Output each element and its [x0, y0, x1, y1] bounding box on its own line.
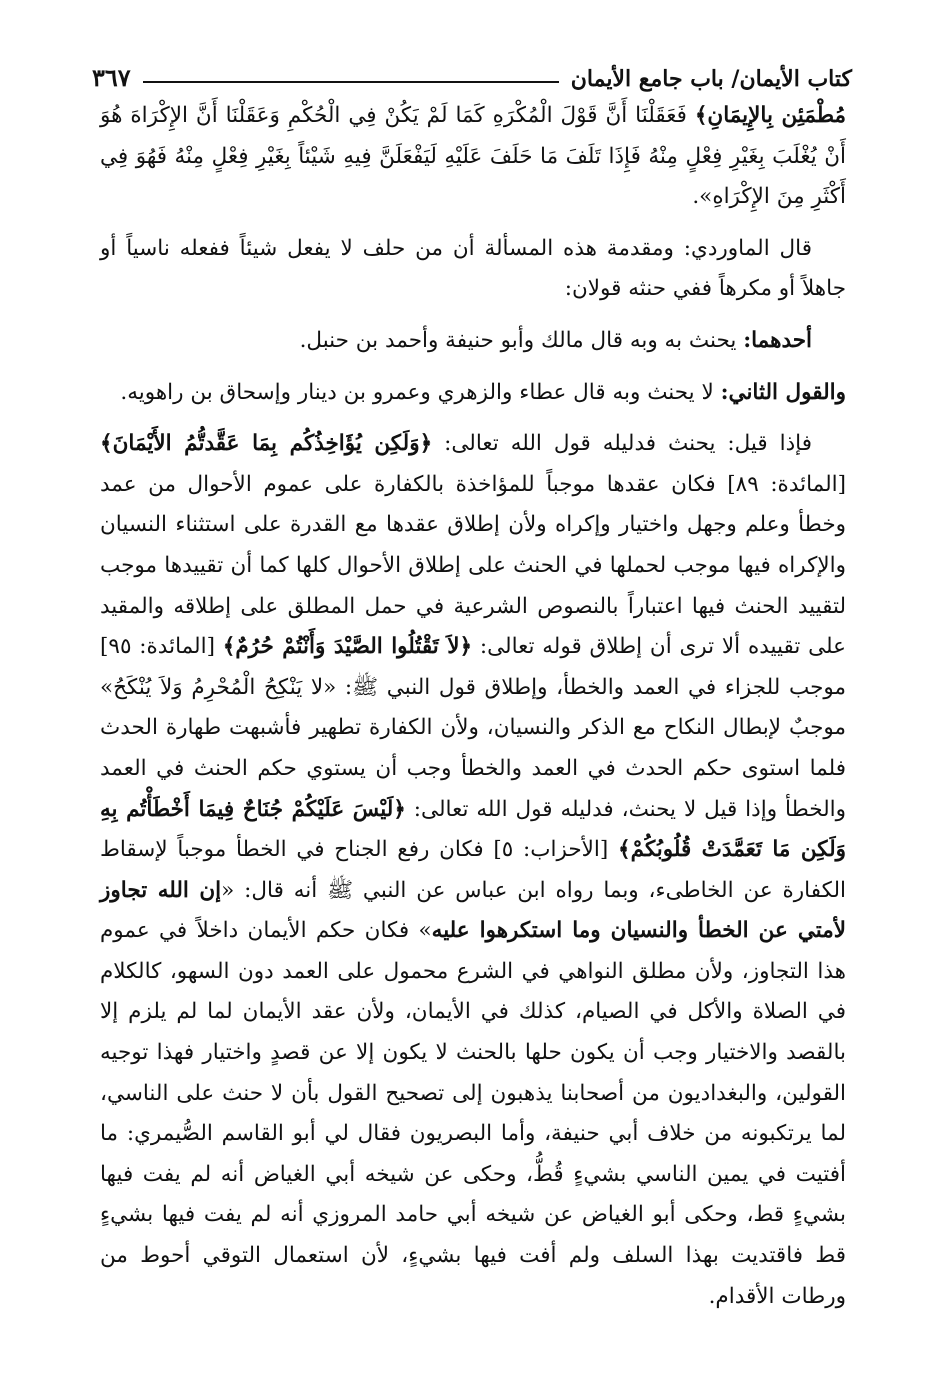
paragraph-text: لا يحنث وبه قال عطاء والزهري وعمرو بن دينار وإسحاق بن راهويه. [120, 379, 721, 405]
quran-fragment: مُطْمَئِن بِالإِيمَانِ﴾ [694, 103, 846, 128]
header-rule [143, 81, 559, 83]
paragraph-text: فَعَقَلْنَا أَنَّ قَوْلَ الْمُكْرَهِ كَمَا لَمْ يَكُنْ فِي الْحُكْمِ وَعَقَلْنَا أَنَّ الإِكْرَاهَ هُوَ أَنْ يُغْلَبَ بِغَيْرِ فِعْلٍ مِنْهُ فَإِذَا تَلَفَ مَا حَلَفَ عَلَيْهِ لَيَفْعَلَنَّ فِيهِ شَيْئاً بِغَيْرِ فِعْلٍ مِنْهُ فَهُوَ فِي أَكْثَرِ مِنَ الإِكْرَاهِ». [100, 103, 846, 210]
paragraph-text: [المائدة: ٨٩] فكان عقدها موجباً للمؤاخذة بالكفارة على عموم الأحوال من عمد وخطأ وعلم وجهل واختيار وإكراه ولأن إطلاق عقدها مع القدرة على استثناء النسيان والإكراه فيها موجب لحملها في الحنث على إطلاق الأحوال كلها كما أن تقييدها موجب لتقييد الحنث فيها اعتباراً بالنصوص الشرعية في حمل المطلق على إطلاقه والمقيد على تقييده ألا ترى أن إطلاق قوله تعالى: [100, 471, 846, 660]
paragraph-text: » فكان حكم الأيمان داخلاً في عموم هذا التجاوز، ولأن مطلق النواهي في الشرع محمول على العمد دون السهو، كالكلام في الصلاة والأكل في الصيام، كذلك في الأيمان، ولأن عقد الأيمان لما لم يلزم إلا بالقصد والاختيار وجب أن يكون حلها بالحنث لا يكون إلا عن قصدٍ واختيار فهذا توجيه القولين، والبغداديون من أصحابنا يذهبون إلى تصحيح القول بأن لا حنث على الناسي، لما يرتكبونه من خلاف أبي حنيفة، وأما البصريون فقال لي أبو القاسم الصُّيمري: ما أفتيت في يمين الناسي بشيءٍ قُطُّ، وحكى عن شيخه أبي الغياض أنه لم يفت فيها بشيءٍ قط، وحكى أبو الغياض عن شيخه أبي حامد المروزي أنه لم يفت فيها بشيءٍ قط فاقتديت بهذا السلف ولم أفت فيها بشيءٍ، لأن استعمال التوقي أحوط من ورطات الأقدام. [100, 918, 846, 1309]
paragraph-mawardi [100, 229, 846, 310]
page-header [92, 56, 852, 92]
quran-verse: ﴿لَيْسَ عَلَيْكُمْ جُنَاحٌ فِيمَا أَخْطَأْتُم بِهِ وَلَكِن مَا تَعَمَّدَتْ قُلُوبُكُمْ﴾ [100, 796, 846, 863]
paragraph-first-opinion [100, 321, 846, 362]
page-body [100, 96, 846, 1328]
opinion-label: أحدهما: [743, 327, 812, 353]
quran-verse: ﴿وَلَكِن يُؤَاخِذُكُم بِمَا عَقَّدتُّمُ الأَيْمَانَ﴾ [100, 431, 433, 457]
paragraph-text: يحنث به وبه قال مالك وأبو حنيفة وأحمد بن حنبل. [299, 327, 744, 353]
running-title: كتاب الأيمان/ باب جامع الأيمان [570, 66, 852, 92]
paragraph-text: فإذا قيل: يحنث فدليله قول الله تعالى: [432, 431, 812, 457]
paragraph-second-opinion [100, 373, 846, 414]
paragraph-quran-continuation [100, 96, 846, 218]
paragraph-text: [الأحزاب: ٥] فكان رفع الجناح في الخطأ موجباً لإسقاط الكفارة عن الخاطىء، وبما رواه ابن عباس عن النبي ﷺ أنه قال: « [100, 837, 846, 903]
quran-verse: ﴿لاَ تَقْتُلُوا الصَّيْدَ وَأَنْتُمْ حُرُمٌ﴾ [222, 634, 473, 660]
paragraph-text: قال الماوردي: ومقدمة هذه المسألة أن من حلف لا يفعل شيئاً ففعله ناسياً أو جاهلاً أو مكرهاً ففي حنثه قولان: [100, 235, 846, 302]
opinion-label: والقول الثاني: [720, 379, 846, 405]
paragraph-argumentation [100, 424, 846, 1317]
paragraph-text: [المائدة: ٩٥] موجب للجزاء في العمد والخطأ، وإطلاق قول النبي ﷺ: «لا يَنْكِحُ الْمُحْرِمُ وَلاَ يُنْكَحُ» موجبٌ لإبطال النكاح مع الذكر والنسيان، ولأن الكفارة تطهير فأشبهت طهارة الحدث فلما استوى حكم الحدث في العمد والخطأ وجب أن يستوي حكم الحنث في العمد والخطأ وإذا قيل لا يحنث، فدليله قول الله تعالى: [100, 634, 847, 822]
hadith-quote: إن الله تجاوز لأمتي عن الخطأ والنسيان وما استكرهوا عليه [100, 877, 847, 944]
page-number: ٣٦٧ [92, 63, 131, 92]
